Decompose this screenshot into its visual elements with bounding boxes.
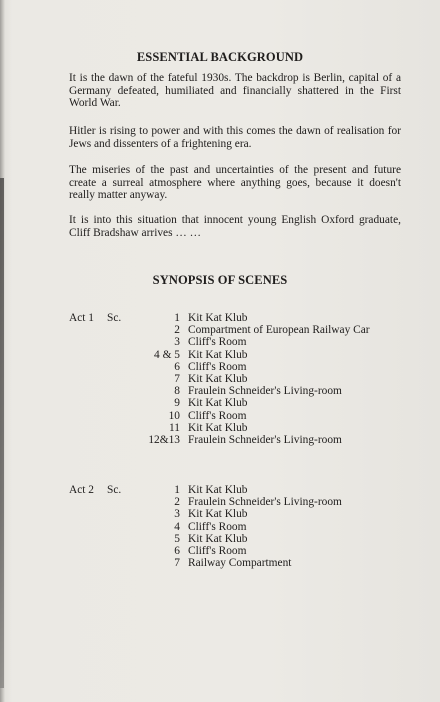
synopsis-heading: SYNOPSIS OF SCENES bbox=[152, 273, 288, 287]
scene-name: Kit Kat Klub bbox=[188, 373, 248, 385]
scene-abbrev-label: Sc. bbox=[107, 312, 122, 324]
scene-number: 5 bbox=[174, 532, 180, 545]
scene-number: 10 bbox=[168, 409, 180, 422]
scene-name: Kit Kat Klub bbox=[188, 397, 248, 410]
scene-number: 1 bbox=[174, 484, 180, 496]
act-label: Act 2 bbox=[69, 484, 94, 496]
scene-name: Cliff's Room bbox=[188, 409, 247, 422]
scene-number: 12&13 bbox=[148, 434, 180, 446]
background-paragraph-2: Hitler is rising to power and with this comes the dawn of realisation for Jews and dissenters of a frightening era. bbox=[69, 125, 401, 150]
scene-number: 6 bbox=[174, 545, 180, 557]
scene-name: Cliff's Room bbox=[188, 545, 247, 557]
scene-abbrev-label: Sc. bbox=[107, 484, 122, 496]
scene-number: 9 bbox=[174, 397, 180, 410]
scene-name: Cliff's Room bbox=[188, 520, 247, 533]
scene-name: Kit Kat Klub bbox=[188, 348, 248, 361]
scene-name: Kit Kat Klub bbox=[188, 532, 248, 545]
scene-number: 8 bbox=[174, 385, 180, 398]
scene-number: 4 bbox=[174, 520, 180, 533]
scene-name: Kit Kat Klub bbox=[188, 484, 248, 496]
scene-number: 2 bbox=[174, 496, 180, 509]
scene-name: Railway Compartment bbox=[188, 557, 292, 570]
scene-name: Kit Kat Klub bbox=[188, 421, 248, 434]
scene-number: 7 bbox=[174, 557, 180, 570]
scene-name: Kit Kat Klub bbox=[188, 508, 248, 521]
scene-name: Fraulein Schneider's Living-room bbox=[188, 496, 342, 509]
scene-name: Cliff's Room bbox=[188, 360, 247, 373]
scene-name: Fraulein Schneider's Living-room bbox=[188, 385, 342, 398]
scene-number: 2 bbox=[174, 324, 180, 337]
background-paragraph-3: The miseries of the past and uncertainties of the present and future create a surreal atmosphere where anything goes, because it doesn't really matter anyway. bbox=[69, 164, 401, 202]
scene-number: 3 bbox=[174, 336, 180, 349]
scene-name: Kit Kat Klub bbox=[188, 312, 248, 324]
scene-number: 3 bbox=[174, 508, 180, 521]
essential-background-heading: ESSENTIAL BACKGROUND bbox=[136, 50, 304, 64]
scene-number: 6 bbox=[174, 360, 180, 373]
scene-number: 4 & 5 bbox=[154, 348, 180, 361]
background-paragraph-1: It is the dawn of the fateful 1930s. The backdrop is Berlin, capital of a Germany defeated, humiliated and financially shattered in the First World War. bbox=[69, 72, 401, 110]
spine-edge-mark bbox=[0, 178, 4, 688]
scene-number: 7 bbox=[174, 373, 180, 385]
scene-name: Cliff's Room bbox=[188, 336, 247, 349]
act-label: Act 1 bbox=[69, 312, 94, 324]
scene-number: 1 bbox=[174, 312, 180, 324]
background-paragraph-4: It is into this situation that innocent young English Oxford graduate, Cliff Bradshaw arrives … … bbox=[69, 214, 401, 239]
scene-name: Compartment of European Railway Car bbox=[188, 324, 370, 337]
scene-name: Fraulein Schneider's Living-room bbox=[188, 434, 342, 446]
scene-number: 11 bbox=[169, 421, 180, 434]
